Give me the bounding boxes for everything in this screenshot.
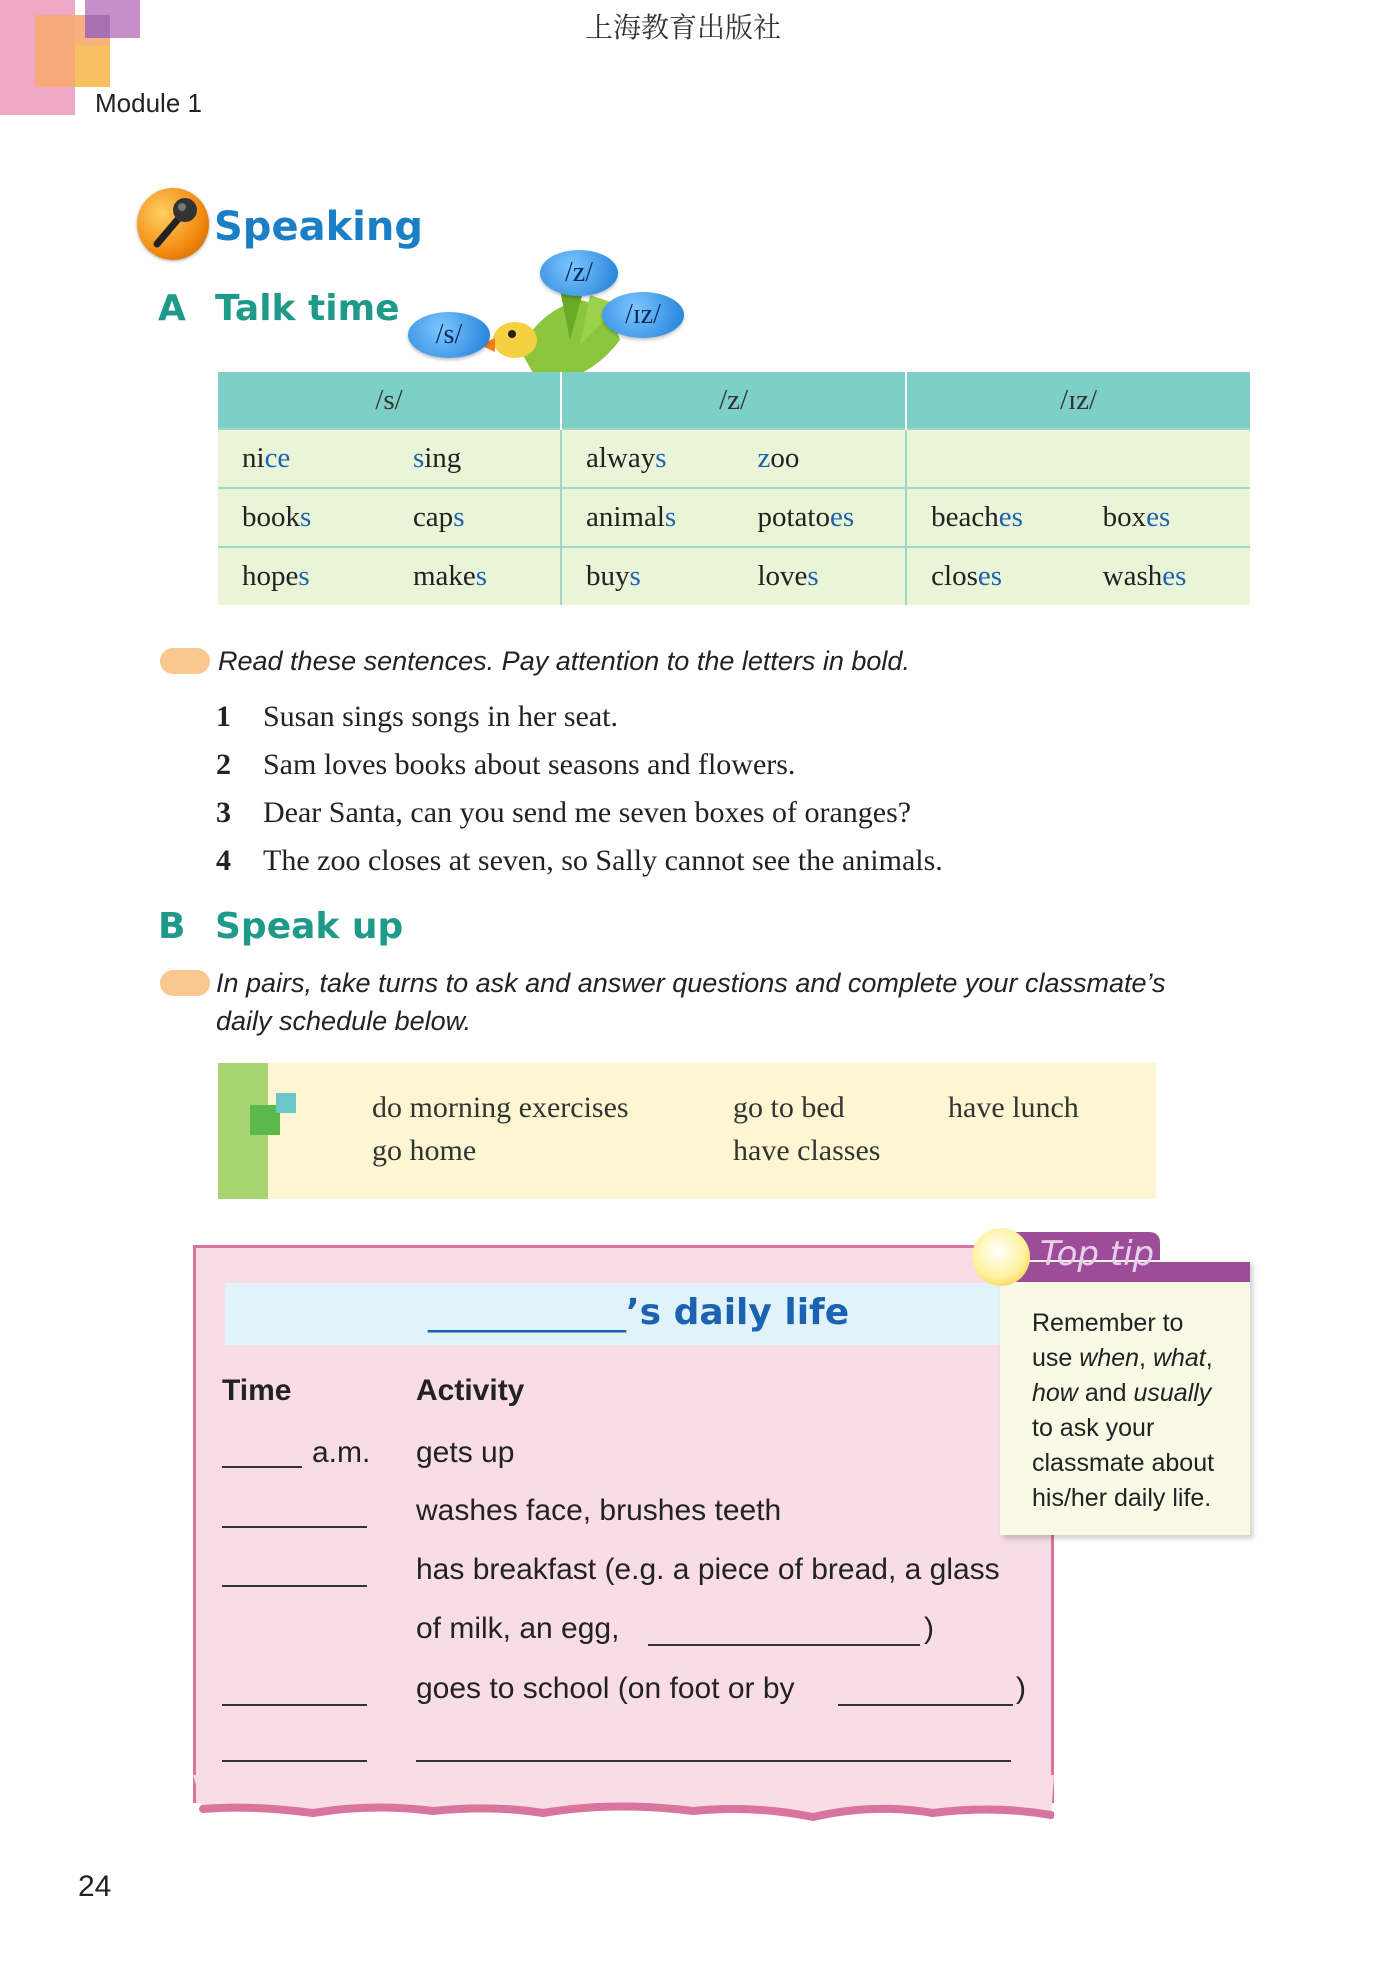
publisher-name: 上海教育出版社: [585, 11, 782, 44]
section-b-letter: B: [158, 906, 186, 947]
top-tip-text: Remember to use when, what, how and usually to ask your classmate about his/her daily life.: [1032, 1309, 1215, 1512]
name-blank[interactable]: ___________: [428, 1292, 626, 1333]
instruction-marker-icon: [160, 648, 210, 674]
column-activity: Activity: [416, 1374, 525, 1407]
lightbulb-icon: [972, 1228, 1030, 1286]
module-label: Module 1: [95, 88, 202, 118]
paren-close: ): [1016, 1672, 1026, 1705]
daily-life-title: ___________’s daily life: [428, 1292, 850, 1333]
section-a-title: Talk time: [215, 288, 400, 329]
time-blank[interactable]: [222, 1526, 367, 1528]
activity-text: goes to school (on foot or by: [416, 1672, 795, 1705]
instruction-marker-icon: [160, 970, 210, 996]
answer-blank[interactable]: [648, 1644, 920, 1646]
table-row: books caps animals potatoes beaches boxes: [218, 488, 1250, 547]
corner-decoration: [85, 15, 110, 38]
bubble-iz: /ɪz/: [602, 292, 684, 338]
am-label: a.m.: [312, 1436, 371, 1469]
instruction-a: Read these sentences. Pay attention to the letters in bold.: [218, 646, 910, 676]
table-header: /z/: [561, 372, 906, 429]
time-blank[interactable]: [222, 1585, 367, 1587]
section-title: Speaking: [214, 204, 423, 250]
word-box: [218, 1063, 1156, 1199]
paren-close: ): [924, 1612, 934, 1645]
answer-blank[interactable]: [838, 1704, 1013, 1706]
corner-decoration: [75, 45, 110, 87]
time-blank[interactable]: [222, 1704, 367, 1706]
activity-text: has breakfast (e.g. a piece of bread, a glass: [416, 1553, 1000, 1586]
column-time: Time: [222, 1374, 292, 1407]
activity-text: gets up: [416, 1436, 515, 1469]
phonics-table: [218, 372, 1250, 605]
instruction-b-line1: In pairs, take turns to ask and answer questions and complete your classmate’s: [216, 968, 1166, 998]
bubble-s: /s/: [408, 312, 490, 358]
instruction-b-line2: daily schedule below.: [216, 1006, 472, 1036]
word-option: do morning exercises: [372, 1091, 629, 1124]
table-row: nice sing always zoo: [218, 429, 1250, 488]
activity-text: washes face, brushes teeth: [416, 1494, 782, 1527]
bubble-z: /z/: [540, 250, 618, 296]
microphone-icon: [137, 188, 209, 260]
activity-blank[interactable]: [416, 1760, 1011, 1762]
decorative-square-icon: [276, 1093, 296, 1113]
top-tip-label: Top tip: [1040, 1234, 1155, 1274]
section-a-letter: A: [158, 288, 186, 329]
table-header: /s/: [218, 372, 561, 429]
activity-text: of milk, an egg,: [416, 1612, 620, 1645]
list-item: 2 Sam loves books about seasons and flowers.: [216, 748, 796, 781]
torn-edge: [193, 1775, 1054, 1825]
time-blank[interactable]: [222, 1760, 367, 1762]
word-option: go to bed: [733, 1091, 845, 1124]
list-item: 3 Dear Santa, can you send me seven boxes of oranges?: [216, 796, 912, 829]
table-header: /ɪz/: [906, 372, 1250, 429]
section-b-title: Speak up: [215, 906, 404, 947]
time-blank[interactable]: [222, 1466, 302, 1468]
list-item: 4 The zoo closes at seven, so Sally cannot see the animals.: [216, 844, 943, 877]
list-item: 1 Susan sings songs in her seat.: [216, 700, 618, 733]
table-row: hopes makes buys loves closes washes: [218, 547, 1250, 605]
page-number: 24: [78, 1870, 112, 1903]
word-option: have lunch: [948, 1091, 1079, 1124]
word-option: go home: [372, 1134, 477, 1167]
word-option: have classes: [733, 1134, 881, 1167]
sentence-list: [216, 693, 943, 885]
